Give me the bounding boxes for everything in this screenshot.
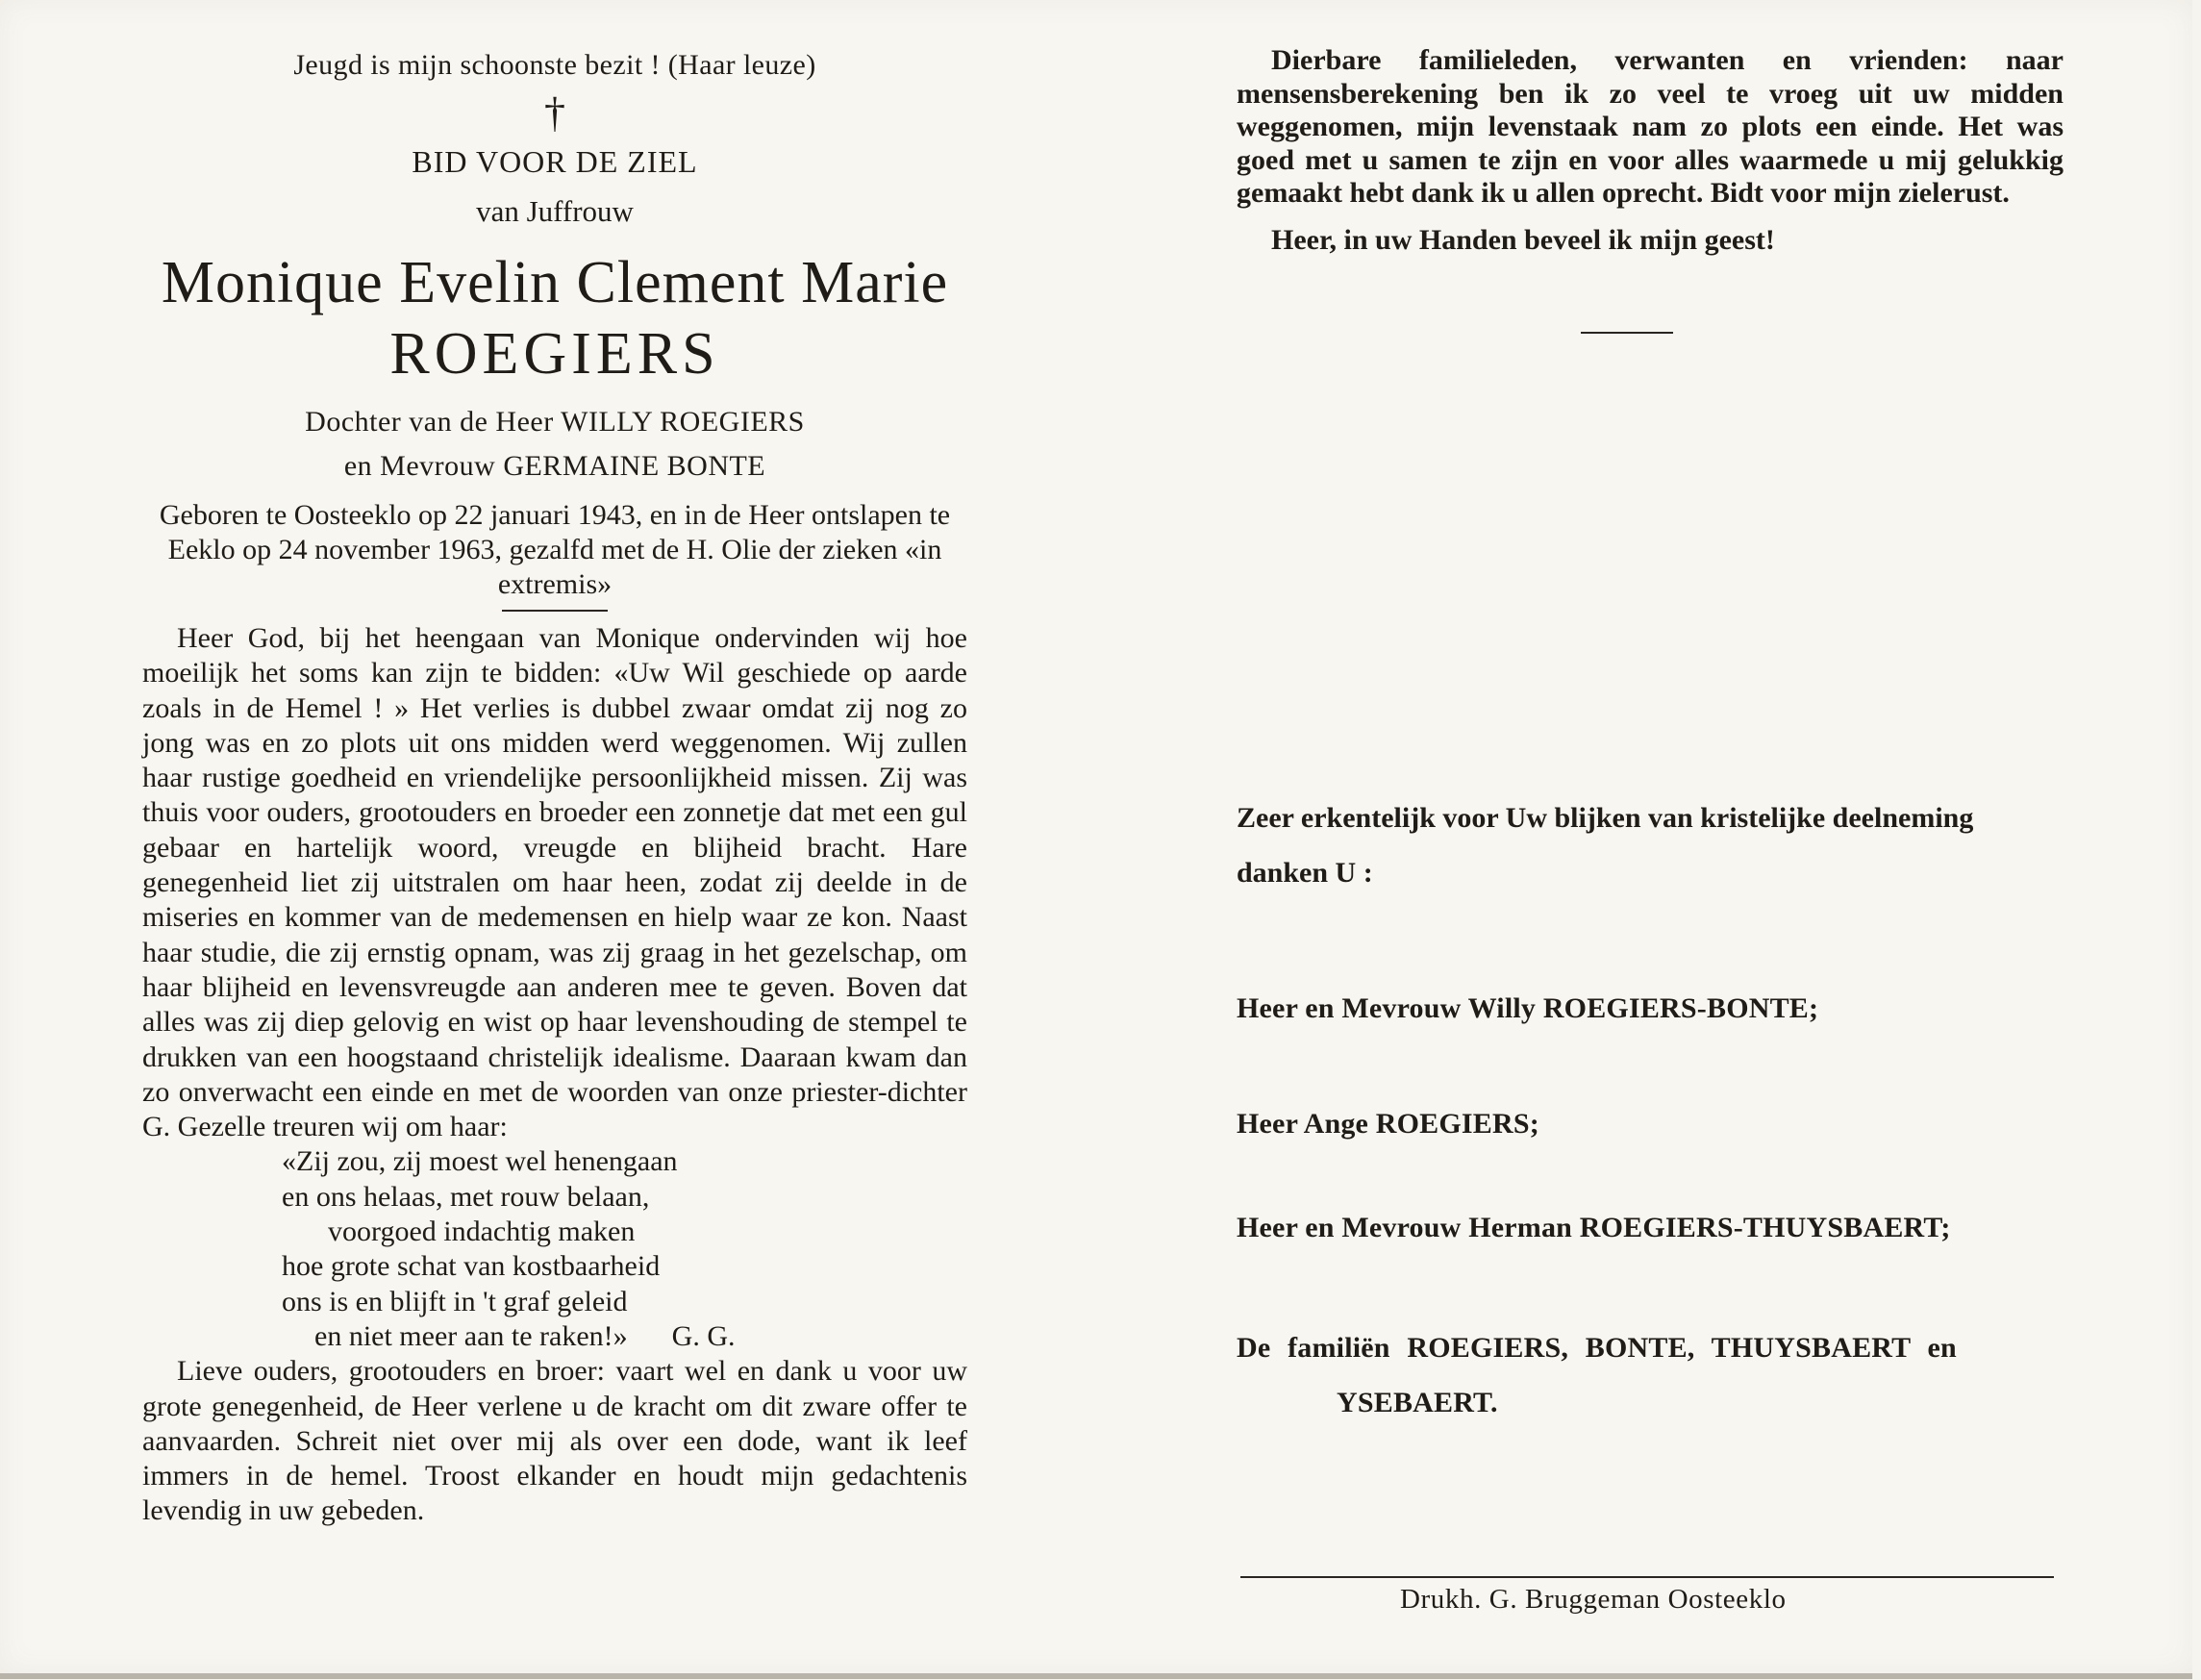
eulogy-text bbox=[142, 621, 967, 1529]
title-line: van Juffrouw bbox=[476, 194, 634, 228]
poem-author: G. G. bbox=[671, 1319, 736, 1352]
poem-line: «Zij zou, zij moest wel henengaan bbox=[282, 1145, 678, 1178]
divider bbox=[1581, 332, 1673, 334]
poem-line: ons is en blijft in 't graf geleid bbox=[282, 1285, 628, 1317]
mother-line: en Mevrouw GERMAINE BONTE bbox=[343, 450, 766, 482]
footer-rule bbox=[1240, 1576, 2054, 1578]
prayer-heading: BID VOOR DE ZIEL bbox=[412, 144, 698, 179]
poem-line: en ons helaas, met rouw belaan, bbox=[282, 1180, 650, 1213]
family-line: De familiën ROEGIERS, BONTE, THUYSBAERT en bbox=[1237, 1332, 1957, 1364]
family-line: Heer en Mevrouw Herman ROEGIERS-THUYSBAERT; bbox=[1237, 1212, 1951, 1243]
cross-icon: † bbox=[544, 89, 565, 137]
printer-credit: Drukh. G. Bruggeman Oosteeklo bbox=[1400, 1584, 1787, 1615]
poem-line bbox=[282, 1319, 967, 1354]
farewell-parents: Lieve ouders, grootouders en broer: vaart wel en dank u voor uw grote genegenheid, de Heer verlene u de kracht om dit zware offer te aanvaarden. Schreit niet over mij als over een dode, want ik leef immers in de hemel. Troost elkander en houdt mijn gedachtenis levendig in uw gebeden. bbox=[142, 1355, 967, 1527]
divider bbox=[502, 610, 608, 612]
motto: Jeugd is mijn schoonste bezit ! (Haar leuze) bbox=[293, 49, 816, 81]
eulogy-paragraph: Heer God, bij het heengaan van Monique ondervinden wij hoe moeilijk het soms kan zijn te bidden: «Uw Wil geschiede op aarde zoals in de Hemel ! » Het verlies is dubbel zwaar omdat zij nog zo jong was en zo plots uit ons midden werd weggenomen. Wij zullen haar rustige goedheid en vriendelijke persoonlijkheid missen. Zij was thuis voor ouders, grootouders en broeder een zonnetje dat met een gul gebaar en hartelijk woord, vreugde en blijheid bracht. Hare genegenheid liet zij uitstralen om haar heen, zodat zij deelde in de miseries en kommer van de medemensen en hielp waar ze kon. Naast haar studie, die zij ernstig opnam, was zij graag in het gezelschap, om haar blijheid en levensvreugde aan anderen mee te geven. Boven dat alles was zij diep gelovig en wist op haar levenshouding de stempel te drukken van een hoogstaand christelijk idealisme. Daaraan kwam dan zo onverwacht een einde en met de woorden van onze priester-dichter G. Gezelle treuren wij om haar: bbox=[142, 622, 967, 1143]
poem-line: hoe grote schat van kostbaarheid bbox=[282, 1250, 661, 1283]
poem bbox=[142, 1144, 967, 1354]
surname: ROEGIERS bbox=[389, 321, 720, 387]
poem-last-line: en niet meer aan te raken!» bbox=[314, 1319, 628, 1352]
family-line-cont: YSEBAERT. bbox=[1337, 1387, 1498, 1418]
birth-death-text: Geboren te Oosteeklo op 22 januari 1943, en in de Heer ontslapen te Eeklo op 24 november 1963, gezalfd met de H. Olie der zieken «in extremis» bbox=[159, 499, 951, 600]
final-words: Heer, in uw Handen beveel ik mijn geest! bbox=[1271, 223, 1775, 256]
right-page bbox=[1237, 44, 2063, 334]
poem-line: voorgoed indachtig maken bbox=[328, 1216, 636, 1248]
left-page bbox=[142, 42, 967, 1529]
father-line: Dochter van de Heer WILLY ROEGIERS bbox=[305, 406, 805, 438]
farewell-text bbox=[1237, 44, 2063, 211]
family-line: Heer en Mevrouw Willy ROEGIERS-BONTE; bbox=[1237, 992, 1819, 1024]
thanks-text: Zeer erkentelijk voor Uw blijken van kristelijke deelneming danken U : bbox=[1237, 802, 1974, 889]
family-line: Heer Ange ROEGIERS; bbox=[1237, 1108, 1539, 1140]
given-names: Monique Evelin Clement Marie bbox=[161, 250, 949, 315]
farewell-paragraph: Dierbare familieleden, verwanten en vrienden: naar mensensberekening ben ik zo veel te vroeg uit uw midden weggenomen, mijn levenstaak nam zo plots een einde. Het was goed met u samen te zijn en voor alles waarmede u mij gelukkig gemaakt hebt dank ik u allen oprecht. Bidt voor mijn zielerust. bbox=[1237, 44, 2063, 210]
